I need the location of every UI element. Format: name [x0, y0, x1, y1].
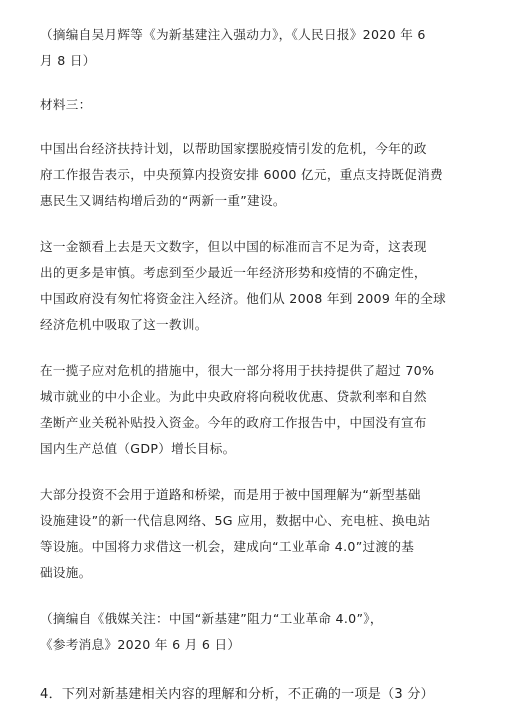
- text-line: 设施建设”的新一代信息网络、5G 应用，数据中心、充电桩、换电站: [40, 513, 431, 528]
- text-line: 中国出台经济扶持计划，以帮助国家摆脱疫情引发的危机，今年的政: [40, 141, 427, 156]
- text-line: （摘编自吴月辉等《为新基建注入强动力》，《人民日报》2020 年 6: [40, 27, 426, 42]
- text-line: 在一揽子应对危机的措施中，很大一部分将用于扶持提供了超过 70%: [40, 363, 435, 378]
- source-citation-2: [40, 606, 471, 658]
- text-line: 城市就业的中小企业。为此中央政府将向税收优惠、贷款利率和自然: [40, 389, 427, 404]
- paragraph-3: [40, 358, 471, 462]
- paragraph-4: [40, 482, 471, 586]
- question-4: 4．下列对新基建相关内容的理解和分析，不正确的一项是（3 分）: [40, 687, 434, 702]
- text-line: 月 8 日）: [40, 53, 96, 68]
- text-line: 这一金额看上去是天文数字，但以中国的标准而言不足为奇，这表现: [40, 239, 427, 254]
- source-citation-1: [40, 22, 471, 74]
- text-line: （摘编自《俄媒关注：中国“新基建”阻力“工业革命 4.0”》，: [40, 611, 383, 626]
- text-line: 出的更多是审慎。考虑到至少最近一年经济形势和疫情的不确定性，: [40, 265, 427, 280]
- text-line: 经济危机中吸取了这一教训。: [40, 317, 208, 332]
- text-line: 垄断产业关税补贴投入资金。今年的政府工作报告中，中国没有宣布: [40, 415, 427, 430]
- text-line: 等设施。中国将力求借这一机会，建成向“工业革命 4.0”过渡的基: [40, 539, 415, 554]
- paragraph-2: [40, 234, 471, 338]
- text-line: 国内生产总值（GDP）增长目标。: [40, 441, 236, 456]
- text-line: 础设施。: [40, 565, 92, 580]
- text-line: 《参考消息》2020 年 6 月 6 日）: [40, 637, 241, 652]
- material-3-heading: 材料三：: [40, 97, 92, 112]
- text-line: 惠民生又调结构增后劲的“两新一重”建设。: [40, 193, 286, 208]
- text-line: 府工作报告表示，中央预算内投资安排 6000 亿元，重点支持既促消费: [40, 167, 443, 182]
- text-line: 中国政府没有匆忙将资金注入经济。他们从 2008 年到 2009 年的全球: [40, 291, 447, 306]
- paragraph-1: [40, 136, 471, 214]
- text-line: 大部分投资不会用于道路和桥梁，而是用于被中国理解为“新型基础: [40, 487, 421, 502]
